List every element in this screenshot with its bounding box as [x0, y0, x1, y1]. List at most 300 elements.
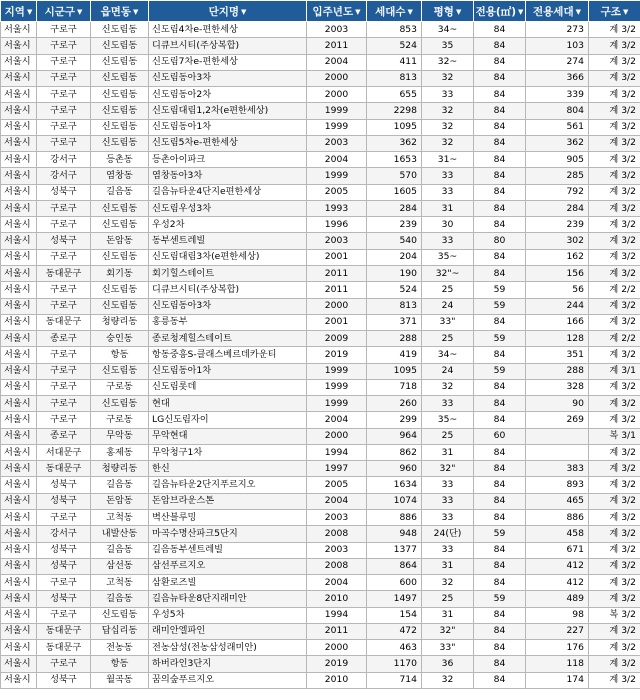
col-district-cell: 성북구 [37, 542, 91, 558]
col-year-cell: 2004 [307, 152, 367, 168]
filter-dropdown-icon[interactable]: ▼ [575, 7, 581, 16]
col-year-cell: 2000 [307, 640, 367, 656]
col-complex-cell: 우성2차 [149, 217, 307, 233]
col-structure-cell: 복 3/1 [589, 428, 640, 444]
column-label: 평형 [433, 5, 454, 18]
col-pyeong-cell: 32 [422, 135, 474, 151]
col-households-cell: 371 [367, 314, 422, 330]
table-row [1, 38, 640, 54]
col-structure-cell: 계 3/2 [589, 461, 640, 477]
col-area-cell: 84 [474, 379, 526, 395]
col-region-cell: 서울시 [1, 282, 37, 298]
col-structure-cell: 계 3/2 [589, 672, 640, 688]
filter-dropdown-icon[interactable]: ▼ [355, 7, 361, 16]
col-area-cell: 84 [474, 22, 526, 38]
col-complex-cell: 신도림우성3차 [149, 200, 307, 216]
col-households-cell: 960 [367, 461, 422, 477]
col-town-cell: 신도림동 [91, 87, 149, 103]
table-row [1, 591, 640, 607]
col-region-cell: 서울시 [1, 87, 37, 103]
col-pyeong-cell: 31 [422, 607, 474, 623]
col-town-cell: 신도림동 [91, 607, 149, 623]
col-complex-cell: 한신 [149, 461, 307, 477]
col-complex-cell: 등촌아이파크 [149, 152, 307, 168]
col-district-cell: 구로구 [37, 396, 91, 412]
filter-dropdown-icon[interactable]: ▼ [241, 7, 247, 16]
col-town-cell: 돈암동 [91, 233, 149, 249]
col-area-cell: 84 [474, 640, 526, 656]
col-year-cell: 2009 [307, 331, 367, 347]
col-households-header[interactable] [367, 1, 422, 22]
col-households-cell: 655 [367, 87, 422, 103]
table-row [1, 347, 640, 363]
col-complex-cell: 디큐브시티(주상복합) [149, 38, 307, 54]
col-district-cell: 구로구 [37, 70, 91, 86]
col-region-header[interactable] [1, 1, 37, 22]
col-structure-cell: 계 3/2 [589, 493, 640, 509]
col-town-cell: 무악동 [91, 428, 149, 444]
col-area-households-cell: 103 [526, 38, 589, 54]
col-households-cell: 813 [367, 70, 422, 86]
col-area-header[interactable] [474, 1, 526, 22]
col-households-cell: 540 [367, 233, 422, 249]
col-district-cell: 구로구 [37, 379, 91, 395]
col-region-cell: 서울시 [1, 217, 37, 233]
col-town-cell: 청량리동 [91, 461, 149, 477]
col-district-header[interactable] [37, 1, 91, 22]
table-row [1, 396, 640, 412]
col-region-cell: 서울시 [1, 591, 37, 607]
col-year-cell: 2000 [307, 428, 367, 444]
col-pyeong-cell: 33" [422, 314, 474, 330]
col-area-households-cell: 156 [526, 265, 589, 281]
col-year-cell: 2004 [307, 412, 367, 428]
col-area-households-cell: 98 [526, 607, 589, 623]
col-year-cell: 2003 [307, 135, 367, 151]
col-region-cell: 서울시 [1, 444, 37, 460]
col-year-cell: 2005 [307, 477, 367, 493]
col-area-households-cell: 671 [526, 542, 589, 558]
table-row [1, 428, 640, 444]
col-pyeong-cell: 34~ [422, 22, 474, 38]
col-town-cell: 신도림동 [91, 135, 149, 151]
col-district-cell: 구로구 [37, 22, 91, 38]
col-year-cell: 2010 [307, 672, 367, 688]
col-complex-cell: 항동중흥S-클래스베르데카운티 [149, 347, 307, 363]
column-label: 읍면동 [100, 5, 132, 18]
col-area-cell: 84 [474, 623, 526, 639]
col-complex-cell: 신도림동아3차 [149, 70, 307, 86]
col-town-cell: 전농동 [91, 640, 149, 656]
col-structure-header[interactable] [589, 1, 640, 22]
col-households-cell: 853 [367, 22, 422, 38]
col-area-households-cell: 269 [526, 412, 589, 428]
col-area-households-cell: 284 [526, 200, 589, 216]
col-area-cell: 84 [474, 396, 526, 412]
col-households-cell: 1634 [367, 477, 422, 493]
col-households-cell: 463 [367, 640, 422, 656]
col-district-cell: 구로구 [37, 217, 91, 233]
col-region-cell: 서울시 [1, 623, 37, 639]
col-year-cell: 1999 [307, 103, 367, 119]
col-district-cell: 성북구 [37, 591, 91, 607]
col-area-cell: 84 [474, 249, 526, 265]
col-pyeong-cell: 33 [422, 184, 474, 200]
col-year-cell: 2005 [307, 184, 367, 200]
col-structure-cell: 계 3/2 [589, 314, 640, 330]
col-area-households-cell [526, 444, 589, 460]
col-pyeong-cell: 24 [422, 363, 474, 379]
col-households-cell: 154 [367, 607, 422, 623]
col-town-cell: 항동 [91, 347, 149, 363]
col-households-cell: 299 [367, 412, 422, 428]
col-area-households-cell: 166 [526, 314, 589, 330]
col-district-cell: 성북구 [37, 493, 91, 509]
col-structure-cell: 계 3/2 [589, 412, 640, 428]
col-town-cell: 내발산동 [91, 526, 149, 542]
col-complex-cell: 홍릉동부 [149, 314, 307, 330]
col-structure-cell: 계 3/2 [589, 379, 640, 395]
col-households-cell: 862 [367, 444, 422, 460]
col-region-cell: 서울시 [1, 331, 37, 347]
col-pyeong-cell: 25 [422, 428, 474, 444]
col-households-cell: 600 [367, 575, 422, 591]
col-pyeong-cell: 32~ [422, 54, 474, 70]
col-year-cell: 1999 [307, 119, 367, 135]
col-households-cell: 864 [367, 558, 422, 574]
col-pyeong-cell: 31 [422, 200, 474, 216]
col-structure-cell: 계 3/2 [589, 38, 640, 54]
col-structure-cell: 계 3/2 [589, 542, 640, 558]
col-pyeong-cell: 35~ [422, 249, 474, 265]
table-row [1, 87, 640, 103]
col-area-cell: 84 [474, 184, 526, 200]
col-complex-cell: 신도림대림1,2차(e편한세상) [149, 103, 307, 119]
col-pyeong-cell: 25 [422, 282, 474, 298]
col-pyeong-cell: 24(단) [422, 526, 474, 542]
col-town-cell: 항동 [91, 656, 149, 672]
table-row [1, 119, 640, 135]
col-area-households-cell: 239 [526, 217, 589, 233]
col-region-cell: 서울시 [1, 54, 37, 70]
col-year-cell: 1993 [307, 200, 367, 216]
col-pyeong-cell: 33 [422, 168, 474, 184]
col-area-cell: 84 [474, 119, 526, 135]
col-structure-cell: 계 3/2 [589, 168, 640, 184]
table-row [1, 298, 640, 314]
col-pyeong-cell: 30 [422, 217, 474, 233]
filter-dropdown-icon[interactable]: ▼ [518, 7, 524, 16]
col-region-cell: 서울시 [1, 233, 37, 249]
col-complex-cell: 전농삼성(전농삼성래미안) [149, 640, 307, 656]
col-district-cell: 구로구 [37, 54, 91, 70]
table-row [1, 168, 640, 184]
col-structure-cell: 계 3/2 [589, 623, 640, 639]
col-pyeong-cell: 33 [422, 542, 474, 558]
col-structure-cell: 계 3/2 [589, 298, 640, 314]
col-area-cell: 84 [474, 444, 526, 460]
col-area-households-cell: 458 [526, 526, 589, 542]
col-region-cell: 서울시 [1, 152, 37, 168]
table-row [1, 444, 640, 460]
col-region-cell: 서울시 [1, 347, 37, 363]
col-complex-cell: 신도림7차e-편한세상 [149, 54, 307, 70]
col-town-cell: 신도림동 [91, 54, 149, 70]
col-district-cell: 구로구 [37, 412, 91, 428]
table-row [1, 363, 640, 379]
col-area-cell: 84 [474, 314, 526, 330]
col-households-cell: 524 [367, 282, 422, 298]
col-complex-cell: 종로청계힐스테이트 [149, 331, 307, 347]
col-year-cell: 2001 [307, 249, 367, 265]
col-structure-cell: 계 3/2 [589, 265, 640, 281]
col-year-cell: 2010 [307, 591, 367, 607]
col-district-cell: 동대문구 [37, 623, 91, 639]
col-structure-cell: 계 3/2 [589, 526, 640, 542]
col-area-households-cell: 412 [526, 558, 589, 574]
col-area-cell: 60 [474, 428, 526, 444]
col-pyeong-cell: 33 [422, 396, 474, 412]
col-area-cell: 80 [474, 233, 526, 249]
col-pyeong-cell: 33 [422, 477, 474, 493]
col-district-cell: 강서구 [37, 168, 91, 184]
table-row [1, 314, 640, 330]
table-row [1, 331, 640, 347]
col-district-cell: 구로구 [37, 656, 91, 672]
col-area-cell: 84 [474, 575, 526, 591]
col-pyeong-cell: 33 [422, 233, 474, 249]
col-complex-cell: 마곡수명산파크5단지 [149, 526, 307, 542]
col-town-cell: 답십리동 [91, 623, 149, 639]
table-row [1, 70, 640, 86]
col-year-cell: 1996 [307, 217, 367, 233]
col-complex-cell: 길음뉴타운8단지래미안 [149, 591, 307, 607]
table-row [1, 265, 640, 281]
col-district-cell: 동대문구 [37, 314, 91, 330]
col-area-households-cell: 176 [526, 640, 589, 656]
col-structure-cell: 계 3/2 [589, 119, 640, 135]
col-area-households-cell: 274 [526, 54, 589, 70]
col-district-cell: 구로구 [37, 575, 91, 591]
col-structure-cell: 계 3/2 [589, 558, 640, 574]
col-area-cell: 84 [474, 168, 526, 184]
col-town-cell: 회기동 [91, 265, 149, 281]
table-row [1, 54, 640, 70]
col-region-cell: 서울시 [1, 640, 37, 656]
col-households-cell: 472 [367, 623, 422, 639]
col-town-cell: 청량리동 [91, 314, 149, 330]
col-pyeong-cell: 32"~ [422, 265, 474, 281]
col-region-cell: 서울시 [1, 672, 37, 688]
col-town-header[interactable] [91, 1, 149, 22]
filter-dropdown-icon[interactable]: ▼ [455, 7, 462, 16]
col-area-cell: 84 [474, 265, 526, 281]
col-area-households-cell: 351 [526, 347, 589, 363]
col-pyeong-cell: 33 [422, 87, 474, 103]
col-structure-cell: 계 3/2 [589, 396, 640, 412]
col-complex-cell: 신도림롯데 [149, 379, 307, 395]
col-town-cell: 신도림동 [91, 363, 149, 379]
col-region-cell: 서울시 [1, 575, 37, 591]
col-households-cell: 288 [367, 331, 422, 347]
col-pyeong-header[interactable] [422, 1, 474, 22]
col-pyeong-cell: 32 [422, 103, 474, 119]
col-pyeong-cell: 34~ [422, 347, 474, 363]
col-pyeong-cell: 32 [422, 119, 474, 135]
column-label: 전용(㎡) [475, 5, 516, 18]
column-label: 입주년도 [312, 5, 354, 18]
col-year-cell: 2003 [307, 542, 367, 558]
col-town-cell: 길음동 [91, 184, 149, 200]
col-pyeong-cell: 25 [422, 331, 474, 347]
col-town-cell: 신도림동 [91, 119, 149, 135]
col-district-cell: 구로구 [37, 103, 91, 119]
col-region-cell: 서울시 [1, 363, 37, 379]
col-complex-cell: 삼선푸르지오 [149, 558, 307, 574]
col-district-cell: 동대문구 [37, 461, 91, 477]
col-district-cell: 구로구 [37, 282, 91, 298]
col-structure-cell: 계 2/2 [589, 282, 640, 298]
col-year-cell: 2003 [307, 233, 367, 249]
col-area-cell: 84 [474, 103, 526, 119]
col-year-cell: 1997 [307, 461, 367, 477]
col-area-households-cell: 893 [526, 477, 589, 493]
table-row [1, 22, 640, 38]
table-row [1, 575, 640, 591]
col-pyeong-cell: 32 [422, 379, 474, 395]
col-town-cell: 길음동 [91, 477, 149, 493]
col-year-cell: 2000 [307, 87, 367, 103]
col-structure-cell: 계 3/2 [589, 249, 640, 265]
col-year-cell: 2004 [307, 54, 367, 70]
col-complex-cell: 신도림동아3차 [149, 298, 307, 314]
col-structure-cell: 계 3/2 [589, 591, 640, 607]
col-area-households-cell: 288 [526, 363, 589, 379]
column-label: 단지명 [208, 5, 240, 18]
col-complex-cell: 신도림동아1차 [149, 363, 307, 379]
col-structure-cell: 계 3/2 [589, 152, 640, 168]
col-town-cell: 신도림동 [91, 217, 149, 233]
table-row [1, 152, 640, 168]
filter-dropdown-icon[interactable]: ▼ [133, 7, 139, 16]
col-year-cell: 1999 [307, 363, 367, 379]
col-households-cell: 419 [367, 347, 422, 363]
col-year-cell: 2000 [307, 298, 367, 314]
table-row [1, 607, 640, 623]
col-area-cell: 84 [474, 461, 526, 477]
col-district-cell: 동대문구 [37, 265, 91, 281]
col-district-cell: 성북구 [37, 558, 91, 574]
table-row [1, 640, 640, 656]
col-year-header[interactable] [307, 1, 367, 22]
table-row [1, 493, 640, 509]
col-town-cell: 신도림동 [91, 249, 149, 265]
filter-dropdown-icon[interactable]: ▼ [77, 7, 83, 16]
col-area-households-cell: 244 [526, 298, 589, 314]
col-structure-cell: 계 3/2 [589, 640, 640, 656]
col-town-cell: 고척동 [91, 575, 149, 591]
filter-dropdown-icon[interactable]: ▼ [407, 7, 413, 16]
col-complex-cell: 무악청구1차 [149, 444, 307, 460]
col-area-cell: 84 [474, 412, 526, 428]
col-structure-cell: 계 3/2 [589, 575, 640, 591]
col-year-cell: 2011 [307, 38, 367, 54]
col-region-cell: 서울시 [1, 103, 37, 119]
col-district-cell: 구로구 [37, 363, 91, 379]
col-structure-cell: 계 3/2 [589, 509, 640, 525]
col-area-cell: 59 [474, 526, 526, 542]
table-row [1, 623, 640, 639]
col-region-cell: 서울시 [1, 184, 37, 200]
col-pyeong-cell: 31 [422, 558, 474, 574]
col-households-cell: 411 [367, 54, 422, 70]
col-structure-cell: 계 3/1 [589, 363, 640, 379]
col-households-cell: 1170 [367, 656, 422, 672]
col-region-cell: 서울시 [1, 168, 37, 184]
table-row [1, 542, 640, 558]
col-region-cell: 서울시 [1, 526, 37, 542]
col-district-cell: 구로구 [37, 200, 91, 216]
col-region-cell: 서울시 [1, 314, 37, 330]
col-complex-header[interactable] [149, 1, 307, 22]
col-town-cell: 숭인동 [91, 331, 149, 347]
col-area-households-cell: 128 [526, 331, 589, 347]
table-row [1, 135, 640, 151]
col-complex-cell: 염창동아3차 [149, 168, 307, 184]
col-town-cell: 길음동 [91, 591, 149, 607]
col-complex-cell: 삼환로즈빌 [149, 575, 307, 591]
col-area-cell: 84 [474, 509, 526, 525]
col-district-cell: 강서구 [37, 526, 91, 542]
col-district-cell: 구로구 [37, 298, 91, 314]
col-town-cell: 신도림동 [91, 298, 149, 314]
col-area-households-cell: 162 [526, 249, 589, 265]
col-structure-cell: 계 3/2 [589, 87, 640, 103]
filter-dropdown-icon[interactable]: ▼ [622, 7, 629, 16]
col-year-cell: 2011 [307, 623, 367, 639]
col-region-cell: 서울시 [1, 249, 37, 265]
col-year-cell: 2004 [307, 493, 367, 509]
col-complex-cell: 길음동부센트레빌 [149, 542, 307, 558]
col-pyeong-cell: 25 [422, 591, 474, 607]
col-year-cell: 1994 [307, 444, 367, 460]
col-area-cell: 84 [474, 542, 526, 558]
col-area-households-header[interactable] [526, 1, 589, 22]
col-households-cell: 714 [367, 672, 422, 688]
col-district-cell: 성북구 [37, 184, 91, 200]
column-label: 구조 [600, 5, 621, 18]
table-row [1, 103, 640, 119]
col-pyeong-cell: 32 [422, 672, 474, 688]
col-complex-cell: 디큐브시티(주상복합) [149, 282, 307, 298]
col-area-households-cell: 905 [526, 152, 589, 168]
col-region-cell: 서울시 [1, 656, 37, 672]
col-structure-cell: 계 3/2 [589, 22, 640, 38]
col-structure-cell: 계 3/2 [589, 347, 640, 363]
filter-dropdown-icon[interactable]: ▼ [26, 7, 33, 16]
col-area-households-cell: 804 [526, 103, 589, 119]
col-area-households-cell: 90 [526, 396, 589, 412]
column-label: 전용세대 [533, 5, 574, 18]
col-region-cell: 서울시 [1, 22, 37, 38]
col-district-cell: 성북구 [37, 477, 91, 493]
col-households-cell: 1653 [367, 152, 422, 168]
col-area-households-cell: 285 [526, 168, 589, 184]
col-district-cell: 종로구 [37, 428, 91, 444]
col-area-cell: 84 [474, 493, 526, 509]
col-pyeong-cell: 36 [422, 656, 474, 672]
col-structure-cell: 계 3/2 [589, 656, 640, 672]
